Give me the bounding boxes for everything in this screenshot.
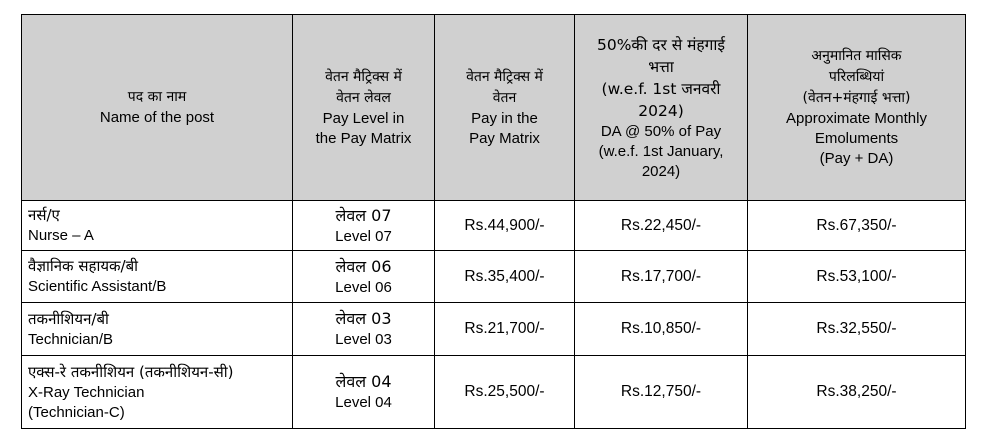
total-cell: Rs.32,550/- bbox=[748, 303, 966, 356]
level-cell bbox=[293, 303, 435, 356]
header-level bbox=[293, 15, 435, 201]
post-name-en: Technician/B bbox=[28, 330, 114, 348]
post-name-hi: तकनीशियन/बी bbox=[28, 309, 109, 328]
pay-table bbox=[21, 14, 966, 429]
header-pay bbox=[435, 15, 575, 201]
header-level-hi1: वेतन मैट्रिक्स में bbox=[325, 68, 402, 85]
pay-cell: Rs.25,500/- bbox=[435, 356, 575, 429]
post-name-cell bbox=[22, 356, 293, 429]
header-post-en: Name of the post bbox=[99, 109, 215, 126]
post-name-en: Scientific Assistant/B bbox=[28, 278, 167, 295]
post-name-hi: वैज्ञानिक सहायक/बी bbox=[28, 257, 139, 275]
header-da bbox=[575, 15, 748, 201]
post-name-cell bbox=[22, 201, 293, 251]
header-da-hi1: 50%की दर से मंहगाई bbox=[596, 35, 726, 54]
table-row bbox=[22, 303, 966, 356]
total-cell: Rs.67,350/- bbox=[748, 201, 966, 251]
level-hi: लेवल 06 bbox=[335, 256, 392, 276]
post-name-cell bbox=[22, 303, 293, 356]
header-post-hi: पद का नाम bbox=[127, 89, 187, 105]
da-cell: Rs.22,450/- bbox=[575, 201, 748, 251]
table-row bbox=[22, 251, 966, 303]
post-name-en: X-Ray Technician bbox=[28, 383, 145, 401]
da-cell: Rs.12,750/- bbox=[575, 356, 748, 429]
level-hi: लेवल 04 bbox=[335, 372, 392, 391]
header-level-en1: Pay Level in bbox=[322, 109, 405, 127]
header-emol-hi2: परिलब्धियां bbox=[828, 69, 885, 85]
level-en: Level 07 bbox=[335, 227, 392, 245]
da-cell: Rs.17,700/- bbox=[575, 251, 748, 303]
level-en: Level 04 bbox=[335, 394, 392, 411]
level-cell bbox=[293, 251, 435, 303]
level-hi: लेवल 07 bbox=[335, 205, 392, 225]
header-emol-hi3: (वेतन+मंहगाई भत्ता) bbox=[802, 90, 911, 106]
header-da-en1: DA @ 50% of Pay bbox=[600, 122, 722, 140]
post-name-en: Nurse – A bbox=[28, 227, 94, 244]
header-emoluments bbox=[748, 15, 966, 201]
pay-cell: Rs.21,700/- bbox=[435, 303, 575, 356]
header-pay-hi2: वेतन bbox=[492, 89, 517, 106]
header-da-en2: (w.e.f. 1st January, bbox=[598, 142, 724, 160]
header-emol-en1: Approximate Monthly bbox=[786, 110, 927, 127]
total-cell: Rs.53,100/- bbox=[748, 251, 966, 303]
header-pay-hi1: वेतन मैट्रिक्स में bbox=[466, 68, 543, 85]
header-da-en3: 2024) bbox=[641, 162, 681, 180]
post-name-en-2: (Technician-C) bbox=[28, 403, 125, 421]
header-row bbox=[22, 15, 966, 201]
pay-cell: Rs.35,400/- bbox=[435, 251, 575, 303]
header-da-hi2: भत्ता bbox=[648, 57, 674, 76]
header-pay-en2: Pay Matrix bbox=[469, 129, 540, 147]
header-pay-en1: Pay in the bbox=[471, 109, 538, 127]
level-hi: लेवल 03 bbox=[335, 309, 392, 328]
header-da-hi4: 2024) bbox=[638, 101, 684, 120]
level-cell bbox=[293, 201, 435, 251]
table-row bbox=[22, 356, 966, 429]
header-level-hi2: वेतन लेवल bbox=[336, 89, 391, 106]
header-emol-en2: Emoluments bbox=[814, 130, 899, 147]
header-post bbox=[22, 15, 293, 201]
table-row bbox=[22, 201, 966, 251]
header-level-en2: the Pay Matrix bbox=[315, 129, 412, 147]
header-emol-en3: (Pay + DA) bbox=[819, 150, 894, 167]
post-name-hi: एक्स-रे तकनीशियन (तकनीशियन-सी) bbox=[28, 362, 234, 381]
header-emol-hi1: अनुमानित मासिक bbox=[811, 48, 902, 64]
level-en: Level 06 bbox=[335, 278, 392, 296]
post-name-cell bbox=[22, 251, 293, 303]
da-cell: Rs.10,850/- bbox=[575, 303, 748, 356]
pay-cell: Rs.44,900/- bbox=[435, 201, 575, 251]
header-da-hi3: (w.e.f. 1st जनवरी bbox=[601, 79, 721, 98]
level-en: Level 03 bbox=[335, 331, 392, 348]
post-name-hi: नर्स/ए bbox=[28, 206, 60, 224]
total-cell: Rs.38,250/- bbox=[748, 356, 966, 429]
level-cell bbox=[293, 356, 435, 429]
